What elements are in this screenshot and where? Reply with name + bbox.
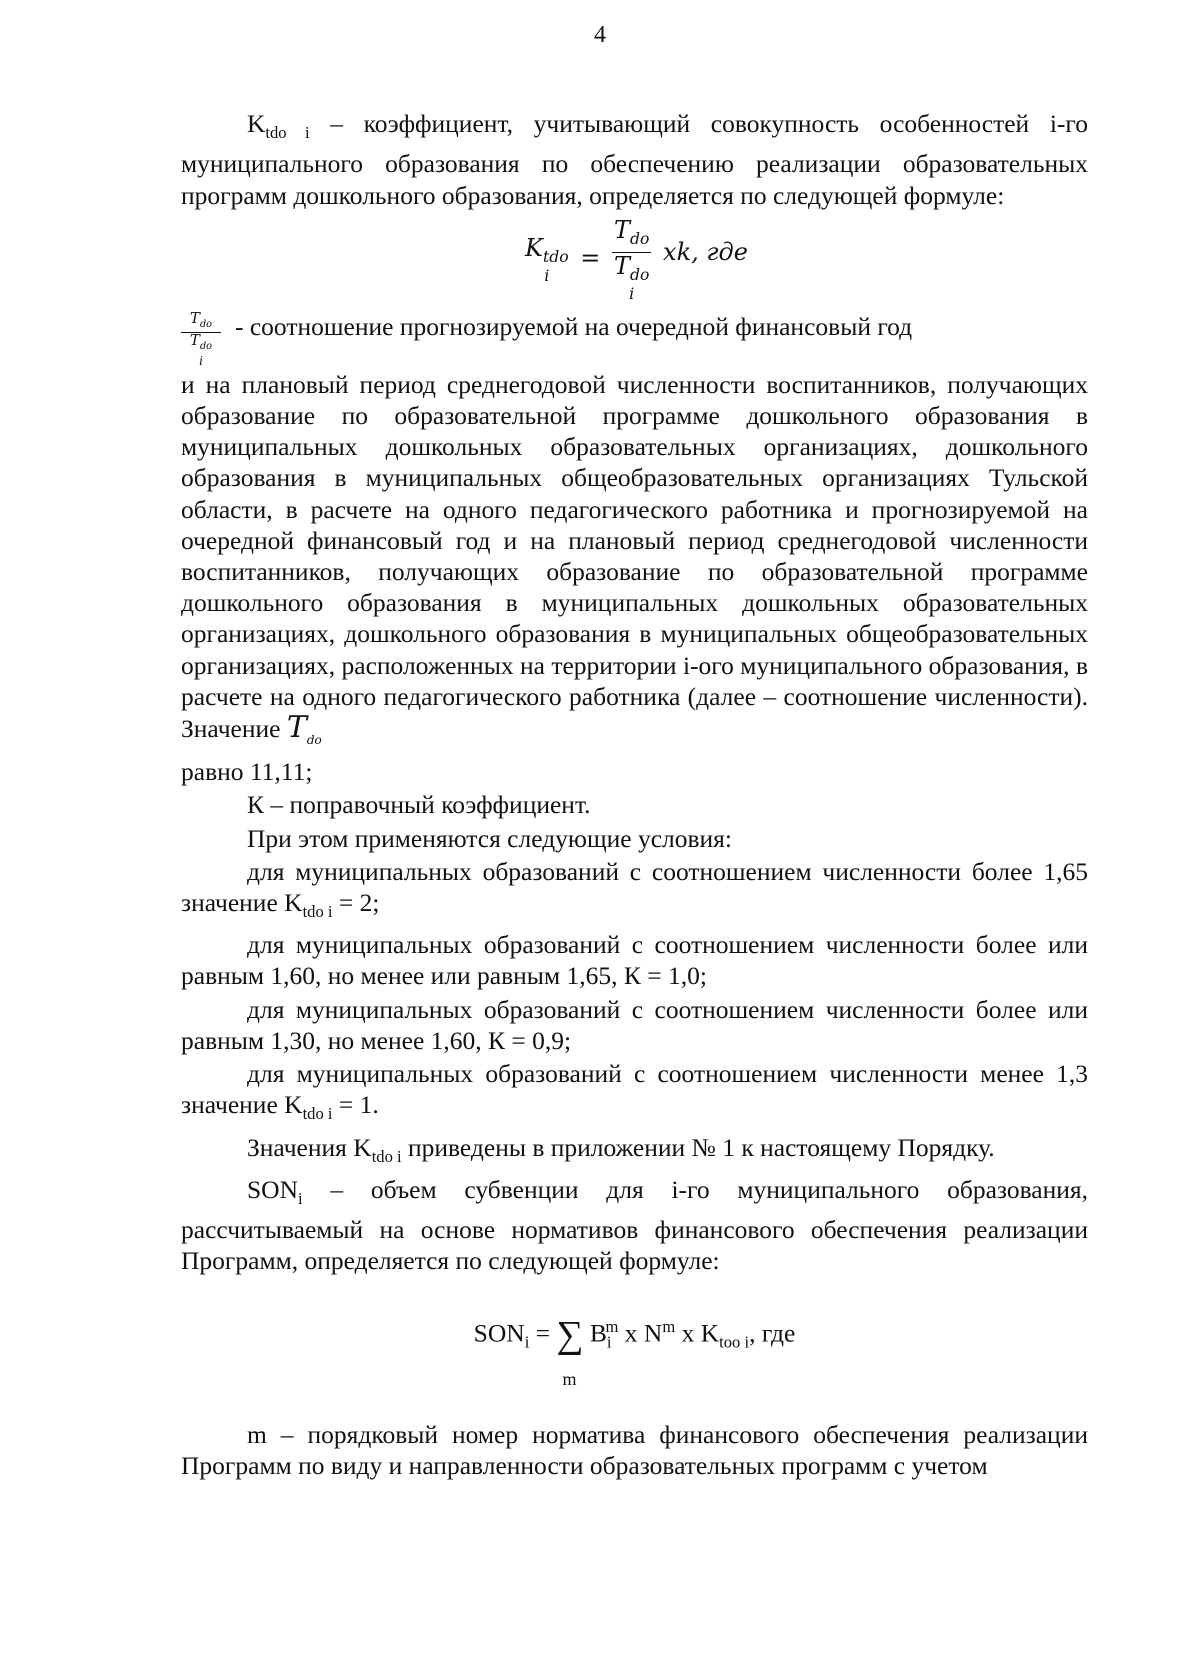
ratio-first-line: [181, 308, 1088, 369]
tdo-value: равно 11,11;: [181, 757, 313, 787]
formula1-den: T: [614, 251, 631, 280]
son-definition: [181, 1174, 1088, 1277]
ratio-num: T: [189, 308, 200, 327]
formula1-tail: xk, где: [663, 237, 748, 266]
formula1-num: T: [614, 215, 631, 244]
formula1-lhs: K: [525, 233, 543, 262]
condition-4-tail: = 1.: [332, 1090, 379, 1120]
page-number: 4: [594, 22, 606, 48]
formula2-lhs: SON: [473, 1318, 525, 1348]
ratio-den-index: i: [199, 353, 203, 368]
ratio-rest: и на плановый период среднегодовой численности воспитанников, получающих образование по образовательной программе дошкольного образования в муниципальных дошкольных образовательных организациях, дошкольного образования в муниципальных общеобразовательных организациях Тульской области, в расчете на одного педагогического работника и прогнозируемой на очередной финансовый год и на плановый период среднегодовой численности воспитанников, получающих образование по образовательной программе дошкольного образования в муниципальных дошкольных образовательных организациях, дошкольного образования в муниципальных общеобразовательных организациях, расположенных на территории i-ого муниципального образования, в расчете на одного педагогического работника (далее – соотношение численности). Значение: [181, 369, 1088, 743]
ktdo-subscript: tdo i: [265, 123, 310, 143]
formula2-k-sub: too i: [719, 1332, 750, 1352]
formula1-den-index: i: [629, 284, 635, 304]
ratio-den-sub: do: [199, 340, 213, 352]
condition-4: [181, 1058, 1088, 1130]
condition-4-sub: tdo i: [302, 1104, 333, 1124]
formula2-x1: x N: [618, 1318, 663, 1348]
formula1-num-sub: do: [630, 229, 650, 248]
ktdo-text: – коэффициент, учитывающий совокупность особенностей i-го муниципального образования по обеспечению реализации образовательных программ дошкольного образования, определяется по следующей формуле:: [181, 109, 1088, 210]
condition-1-tail: = 2;: [332, 887, 380, 917]
formula1-eq: =: [580, 243, 601, 272]
ratio-first-text: - соотношение прогнозируемой на очередной финансовый год: [235, 311, 913, 341]
formula1-lhs-index: i: [544, 266, 550, 286]
son-pre: SON: [247, 1174, 299, 1204]
ratio-description: [181, 369, 1088, 788]
sum-icon: [556, 1314, 584, 1390]
son-sub: i: [298, 1188, 303, 1208]
formula1-fraction: [612, 217, 651, 302]
condition-4-text: для муниципальных образований с соотношением численности менее 1,3 значение K: [181, 1059, 1088, 1120]
condition-3: для муниципальных образований с соотношением численности более или равным 1,30, но менее 1,60, К = 0,9;: [181, 994, 1088, 1055]
tdo-letter: T: [286, 709, 307, 745]
ktdo-symbol: K: [247, 109, 266, 138]
m-definition: m – порядковый номер норматива финансового обеспечения реализации Программ по виду и направленности образовательных программ с учетом: [181, 1419, 1088, 1480]
formula1-lhs-sub: tdo: [542, 247, 569, 266]
ktdo-definition: [181, 108, 1088, 211]
son-formula: [181, 1311, 1088, 1390]
formula1-den-sub: do: [630, 265, 650, 284]
ktdo-formula: [181, 217, 1088, 303]
ratio-fraction: [181, 308, 221, 369]
formula2-b: B: [583, 1318, 607, 1348]
formula2-tail: , где: [749, 1318, 796, 1348]
ratio-den: T: [189, 330, 200, 349]
tdo-sub: do: [306, 732, 322, 747]
formula2-b-sup: m: [605, 1316, 619, 1336]
condition-1-text: для муниципальных образований с соотношением численности более 1,65 значение K: [181, 856, 1088, 917]
formula2-n-sup: m: [662, 1316, 676, 1336]
formula2-sigma-index: m: [562, 1369, 577, 1390]
values-reference: [181, 1132, 1088, 1172]
ratio-num-sub: do: [199, 318, 213, 330]
formula2-eq: =: [529, 1318, 557, 1348]
son-post: – объем субвенции для i-го муниципального образования, рассчитываемый на основе нормативов финансового обеспечения реализации Программ, определяется по следующей формуле:: [181, 1174, 1088, 1276]
condition-1: [181, 856, 1088, 928]
document-body: [181, 108, 1088, 1483]
values-ref-post: приведены в приложении № 1 к настоящему Порядку.: [401, 1132, 995, 1162]
conditions-intro: При этом применяются следующие условия:: [247, 823, 732, 853]
values-ref-pre: Значения K: [247, 1132, 372, 1162]
values-ref-sub: tdo i: [371, 1146, 402, 1166]
formula2-b-sub: i: [606, 1332, 612, 1352]
condition-2: для муниципальных образований с соотношением численности более или равным 1,60, но менее или равным 1,65, К = 1,0;: [181, 930, 1088, 991]
formula2-x2: x K: [675, 1318, 720, 1348]
formula2-sigma: ∑: [556, 1314, 584, 1357]
k-definition: К – поправочный коэффициент.: [247, 790, 591, 820]
formula2-lhs-sub: i: [524, 1332, 530, 1352]
condition-1-sub: tdo i: [302, 902, 333, 922]
tdo-symbol: [287, 710, 322, 745]
